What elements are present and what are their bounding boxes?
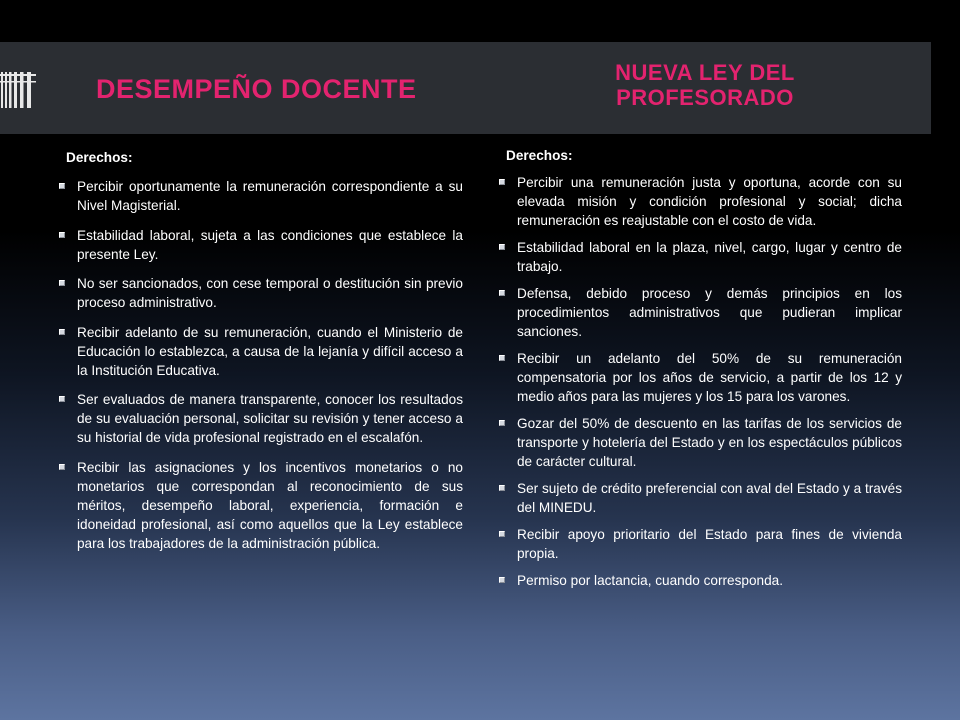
- list-item: [58, 226, 463, 264]
- title-nueva-ley: NUEVA LEY DEL PROFESORADO: [615, 60, 795, 110]
- list-item-text: Recibir un adelanto del 50% de su remuneración compensatoria por los años de servicio, a partir de los 12 y medio años para las mujeres y los 15 para los varones.: [517, 351, 902, 404]
- list-item: [498, 349, 902, 406]
- bullet-icon: [59, 232, 65, 238]
- list-item: [58, 458, 463, 553]
- left-list: [58, 177, 463, 553]
- list-item: [498, 173, 902, 230]
- bullet-icon: [499, 485, 505, 491]
- list-item-text: Recibir apoyo prioritario del Estado para fines de vivienda propia.: [517, 527, 902, 561]
- bullet-icon: [59, 396, 65, 402]
- list-item-text: Percibir una remuneración justa y oportuna, acorde con su elevada misión y condición profesional y social; dicha remuneración es reajustable con el costo de vida.: [517, 175, 902, 228]
- list-item: [498, 284, 902, 341]
- list-item-text: Gozar del 50% de descuento en las tarifas de los servicios de transporte y hotelería del Estado y en los espectáculos públicos de carácter cultural.: [517, 416, 902, 469]
- list-item: [58, 274, 463, 312]
- list-item-text: Ser sujeto de crédito preferencial con aval del Estado y a través del MINEDU.: [517, 481, 902, 515]
- bullet-icon: [499, 290, 505, 296]
- left-column: [58, 148, 463, 563]
- list-item-text: Permiso por lactancia, cuando corresponda.: [517, 573, 783, 588]
- list-item: [498, 571, 902, 590]
- list-item: [498, 525, 902, 563]
- bullet-icon: [499, 577, 505, 583]
- list-item-text: Defensa, debido proceso y demás principios en los procedimientos administrativos que pudieran implicar sanciones.: [517, 286, 902, 339]
- list-item: [498, 479, 902, 517]
- bullet-icon: [499, 531, 505, 537]
- list-item-text: Ser evaluados de manera transparente, conocer los resultados de su evaluación personal, solicitar su revisión y tener acceso a su historial de vida profesional registrado en el escalafón.: [77, 392, 463, 445]
- bullet-icon: [499, 244, 505, 250]
- bullet-icon: [59, 280, 65, 286]
- bullet-icon: [499, 179, 505, 185]
- list-item: [498, 414, 902, 471]
- bullet-icon: [59, 464, 65, 470]
- left-heading: Derechos:: [66, 150, 133, 165]
- list-item-text: Estabilidad laboral en la plaza, nivel, cargo, lugar y centro de trabajo.: [517, 240, 902, 274]
- list-item-text: Recibir adelanto de su remuneración, cuando el Ministerio de Educación lo establezca, a causa de la lejanía y difícil acceso a la Institución Educativa.: [77, 324, 463, 378]
- bullet-icon: [59, 183, 65, 189]
- title-desempeno-docente: DESEMPEÑO DOCENTE: [96, 74, 417, 104]
- list-item: [498, 238, 902, 276]
- right-heading: Derechos:: [506, 148, 573, 163]
- list-item: [58, 177, 463, 215]
- list-item: [58, 323, 463, 380]
- bullet-icon: [499, 420, 505, 426]
- bullet-icon: [499, 355, 505, 361]
- list-item: [58, 390, 463, 447]
- list-item-text: Recibir las asignaciones y los incentivos monetarios o no monetarios que correspondan al reconocimiento de sus méritos, desempeño laboral, experiencia, formación e idoneidad profesional, así como aquellos que la Ley establece para los trabajadores de la administración pública.: [77, 459, 463, 551]
- list-item-text: Percibir oportunamente la remuneración correspondiente a su Nivel Magisterial.: [77, 179, 463, 213]
- bullet-icon: [59, 329, 65, 335]
- right-list: [498, 173, 902, 590]
- list-item-text: No ser sancionados, con cese temporal o destitución sin previo proceso administrativo.: [77, 276, 463, 310]
- list-item-text: Estabilidad laboral, sujeta a las condiciones que establece la presente Ley.: [77, 227, 463, 262]
- right-column: [498, 146, 902, 598]
- stripes-decoration-icon: [0, 72, 36, 108]
